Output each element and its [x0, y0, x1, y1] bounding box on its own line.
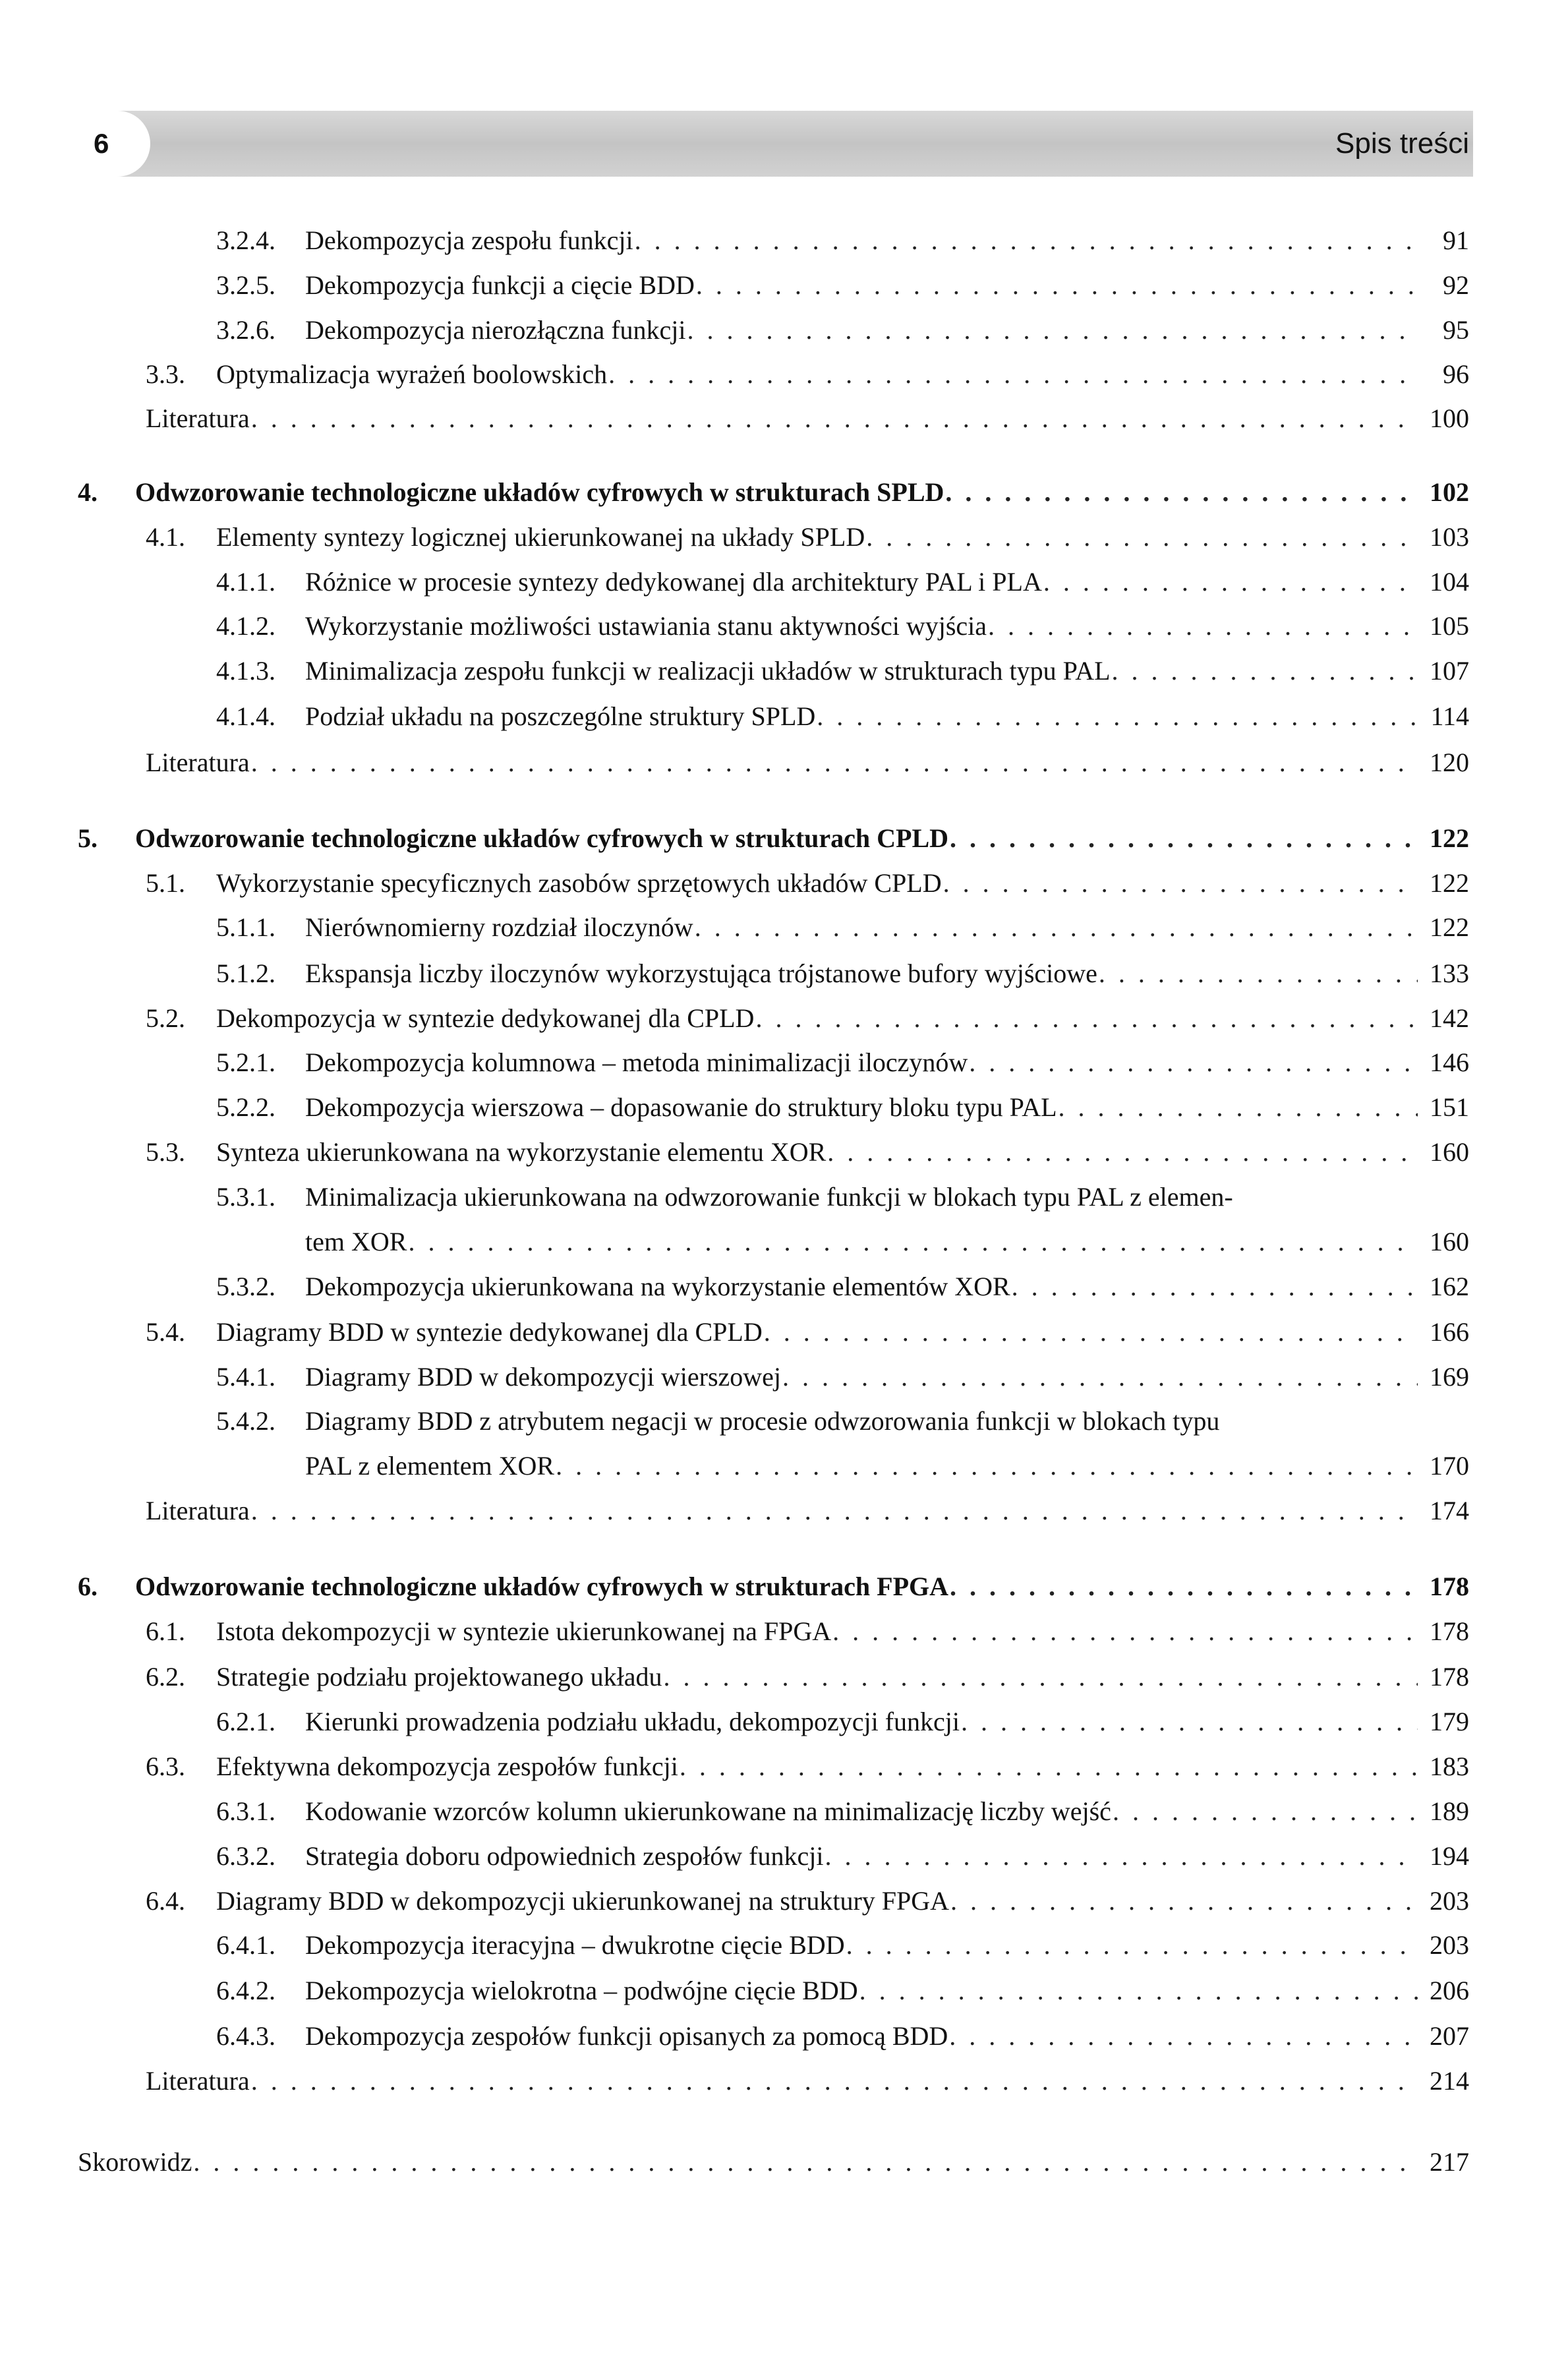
toc-number: 6.: [78, 1572, 98, 1601]
dot-leader: [827, 1136, 1418, 1169]
dot-leader: [859, 1974, 1418, 2007]
dot-leader: [782, 1361, 1418, 1394]
toc-page-number: 178: [1430, 1662, 1469, 1692]
toc-number: 5.: [78, 823, 98, 853]
toc-title: Diagramy BDD w dekompozycji ukierunkowanej na struktury FPGA: [216, 1886, 950, 1916]
toc-page-number: 104: [1430, 567, 1469, 597]
dot-leader: [1012, 1270, 1418, 1303]
toc-page-number: 146: [1430, 1047, 1469, 1077]
dot-leader: [687, 314, 1418, 347]
toc-entry[interactable]: [0, 1705, 1568, 1738]
dot-leader: [251, 746, 1418, 779]
toc-page-number: 95: [1443, 315, 1469, 345]
toc-number: 6.4.: [146, 1886, 185, 1916]
toc-page-number: 122: [1430, 868, 1469, 898]
toc-title: Dekompozycja funkcji a cięcie BDD: [305, 270, 695, 300]
toc-entry[interactable]: [0, 2146, 1568, 2179]
toc-title-continuation: PAL z elementem XOR: [305, 1451, 555, 1481]
toc-title: Ekspansja liczby iloczynów wykorzystująca trójstanowe bufory wyjściowe: [305, 958, 1097, 988]
toc-entry[interactable]: [0, 746, 1568, 779]
dot-leader: [764, 1316, 1418, 1349]
toc-title: Dekompozycja nierozłączna funkcji: [305, 315, 686, 345]
dot-leader: [695, 911, 1418, 944]
toc-page-number: 92: [1443, 270, 1469, 300]
toc-page-number: 214: [1430, 2066, 1469, 2096]
toc-title: Diagramy BDD w syntezie dedykowanej dla CPLD: [216, 1317, 763, 1347]
dot-leader: [193, 2146, 1418, 2179]
toc-number: 4.: [78, 477, 98, 507]
toc-title: Dekompozycja wielokrotna – podwójne cięcie BDD: [305, 1976, 858, 2005]
toc-title: Istota dekompozycji w syntezie ukierunkowanej na FPGA: [216, 1616, 832, 1646]
toc-number: 6.4.3.: [216, 2021, 276, 2051]
toc-title: Dekompozycja iteracyjna – dwukrotne cięcie BDD: [305, 1930, 845, 1960]
toc-entry[interactable]: [0, 610, 1568, 643]
toc-number: 5.3.: [146, 1137, 185, 1167]
toc-number: 5.2.2.: [216, 1092, 276, 1122]
toc-title: Strategia doboru odpowiednich zespołów funkcji: [305, 1841, 824, 1871]
toc-title: Diagramy BDD w dekompozycji wierszowej: [305, 1362, 782, 1392]
toc-number: 5.3.1.: [216, 1182, 276, 1212]
toc-entry[interactable]: [0, 1929, 1568, 1962]
toc-number: 5.3.2.: [216, 1272, 276, 1301]
dot-leader: [950, 822, 1418, 855]
toc-title: Minimalizacja ukierunkowana na odwzorowanie funkcji w blokach typu PAL z elemen-: [305, 1182, 1233, 1212]
toc-title: Skorowidz: [78, 2147, 192, 2177]
toc-entry[interactable]: [0, 1136, 1568, 1169]
toc-title: Minimalizacja zespołu funkcji w realizacji układów w strukturach typu PAL: [305, 656, 1111, 686]
toc-title: Odwzorowanie technologiczne układów cyfrowych w strukturach CPLD: [135, 823, 949, 853]
toc-entry[interactable]: [0, 521, 1568, 554]
toc-entry[interactable]: [0, 269, 1568, 302]
dot-leader: [1099, 957, 1418, 990]
toc-page-number: 91: [1443, 225, 1469, 255]
dot-leader: [608, 358, 1418, 391]
toc-page-number: 207: [1430, 2021, 1469, 2051]
toc-entry[interactable]: [0, 957, 1568, 990]
toc-page-number: 105: [1430, 611, 1469, 641]
toc-number: 5.4.2.: [216, 1406, 276, 1436]
toc-entry[interactable]: [0, 1615, 1568, 1648]
dot-leader: [950, 1570, 1418, 1603]
toc-page-number: 160: [1430, 1137, 1469, 1167]
toc-title-continuation: tem XOR: [305, 1227, 407, 1256]
toc-page-number: 203: [1430, 1886, 1469, 1916]
toc-number: 6.3.2.: [216, 1841, 276, 1871]
toc-entry[interactable]: [0, 1181, 1568, 1256]
toc-entry[interactable]: [0, 1494, 1568, 1527]
toc-number: 3.3.: [146, 359, 185, 389]
toc-entry[interactable]: [0, 402, 1568, 435]
toc-page-number: 102: [1430, 477, 1469, 507]
toc-title: Efektywna dekompozycja zespołów funkcji: [216, 1752, 678, 1781]
toc-entry[interactable]: [0, 358, 1568, 391]
dot-leader: [635, 224, 1418, 257]
toc-title: Diagramy BDD z atrybutem negacji w procesie odwzorowania funkcji w blokach typu: [305, 1406, 1220, 1436]
toc-page-number: 178: [1430, 1616, 1469, 1646]
dot-leader: [961, 1705, 1418, 1738]
toc-page-number: 174: [1430, 1496, 1469, 1525]
toc-chapter-entry[interactable]: [0, 1570, 1568, 1603]
toc-number: 6.4.1.: [216, 1930, 276, 1960]
dot-leader: [945, 476, 1418, 509]
dot-leader: [663, 1661, 1418, 1694]
toc-page-number: 178: [1430, 1572, 1469, 1601]
toc-page-number: 170: [1430, 1451, 1469, 1481]
toc-number: 5.4.: [146, 1317, 185, 1347]
dot-leader: [866, 521, 1418, 554]
toc-title: Literatura: [146, 403, 250, 433]
toc-page-number: 160: [1430, 1227, 1469, 1256]
dot-leader: [950, 1885, 1418, 1918]
toc-entry[interactable]: [0, 1661, 1568, 1694]
toc-page-number: 114: [1430, 701, 1469, 731]
toc-page-number: 217: [1430, 2147, 1469, 2177]
toc-entry[interactable]: [0, 1002, 1568, 1035]
toc-entry[interactable]: [0, 314, 1568, 347]
toc-entry[interactable]: [0, 1405, 1568, 1481]
toc-title: Strategie podziału projektowanego układu: [216, 1662, 662, 1692]
toc-number: 4.1.3.: [216, 656, 276, 686]
toc-page-number: 100: [1430, 403, 1469, 433]
toc-entry[interactable]: [0, 1270, 1568, 1303]
dot-leader: [755, 1002, 1418, 1035]
toc-number: 3.2.5.: [216, 270, 276, 300]
dot-leader: [846, 1929, 1418, 1962]
toc-number: 6.3.: [146, 1752, 185, 1781]
toc-page-number: 142: [1430, 1003, 1469, 1033]
toc-number: 6.1.: [146, 1616, 185, 1646]
toc-number: 5.4.1.: [216, 1362, 276, 1392]
toc-entry[interactable]: [0, 867, 1568, 900]
toc-page-number: 103: [1430, 522, 1469, 552]
toc-entry[interactable]: [0, 1974, 1568, 2007]
toc-number: 4.1.4.: [216, 701, 276, 731]
toc-number: 5.2.1.: [216, 1047, 276, 1077]
dot-leader: [1059, 1091, 1418, 1124]
toc-number: 3.2.6.: [216, 315, 276, 345]
toc-title: Podział układu na poszczególne struktury SPLD: [305, 701, 816, 731]
toc-number: 5.1.: [146, 868, 185, 898]
toc-entry[interactable]: [0, 224, 1568, 257]
toc-number: 6.4.2.: [216, 1976, 276, 2005]
dot-leader: [969, 1046, 1418, 1079]
toc-title: Literatura: [146, 748, 250, 777]
toc-page-number: 133: [1430, 958, 1469, 988]
toc-entry[interactable]: [0, 655, 1568, 688]
toc-page-number: 96: [1443, 359, 1469, 389]
toc-number: 5.2.: [146, 1003, 185, 1033]
toc-entry[interactable]: [0, 1750, 1568, 1783]
toc-page-number: 194: [1430, 1841, 1469, 1871]
dot-leader: [949, 2020, 1418, 2053]
toc-entry[interactable]: [0, 700, 1568, 733]
toc-page-number: 107: [1430, 656, 1469, 686]
dot-leader: [943, 867, 1418, 900]
toc-entry[interactable]: [0, 911, 1568, 944]
toc-page-number: 189: [1430, 1796, 1469, 1826]
toc-number: 6.2.: [146, 1662, 185, 1692]
toc-entry[interactable]: [0, 1046, 1568, 1079]
dot-leader: [832, 1615, 1418, 1648]
toc-title: Dekompozycja wierszowa – dopasowanie do struktury bloku typu PAL: [305, 1092, 1057, 1122]
dot-leader: [680, 1750, 1418, 1783]
toc-entry[interactable]: [0, 1361, 1568, 1394]
toc-title: Literatura: [146, 2066, 250, 2096]
dot-leader: [556, 1450, 1418, 1483]
dot-leader: [251, 2065, 1418, 2098]
toc-title: Wykorzystanie specyficznych zasobów sprzętowych układów CPLD: [216, 868, 942, 898]
toc-page-number: 203: [1430, 1930, 1469, 1960]
toc-title: Optymalizacja wyrażeń boolowskich: [216, 359, 608, 389]
toc-number: 6.2.1.: [216, 1707, 276, 1736]
page-number: 6: [73, 111, 150, 177]
toc-title: Nierównomierny rozdział iloczynów: [305, 912, 693, 942]
toc-title: Literatura: [146, 1496, 250, 1525]
toc-entry[interactable]: [0, 2020, 1568, 2053]
toc-entry[interactable]: [0, 1885, 1568, 1918]
toc-chapter-entry[interactable]: [0, 476, 1568, 509]
dot-leader: [825, 1840, 1418, 1873]
toc-title: Dekompozycja zespołu funkcji: [305, 225, 633, 255]
running-head: Spis treści: [1335, 127, 1469, 160]
toc-number: 6.3.1.: [216, 1796, 276, 1826]
toc-title: Dekompozycja zespołów funkcji opisanych za pomocą BDD: [305, 2021, 948, 2051]
toc-entry[interactable]: [0, 2065, 1568, 2098]
toc-number: 4.1.2.: [216, 611, 276, 641]
toc-page-number: 169: [1430, 1362, 1469, 1392]
toc-title: Dekompozycja ukierunkowana na wykorzystanie elementów XOR: [305, 1272, 1010, 1301]
toc-entry[interactable]: [0, 1795, 1568, 1828]
toc-page-number: 122: [1430, 823, 1469, 853]
toc-title: Kierunki prowadzenia podziału układu, dekompozycji funkcji: [305, 1707, 960, 1736]
toc-page-number: 183: [1430, 1752, 1469, 1781]
toc-page-number: 162: [1430, 1272, 1469, 1301]
toc-chapter-entry[interactable]: [0, 822, 1568, 855]
dot-leader: [408, 1225, 1418, 1258]
toc-number: 4.1.: [146, 522, 185, 552]
dot-leader: [988, 610, 1418, 643]
toc-title: Dekompozycja kolumnowa – metoda minimalizacji iloczynów: [305, 1047, 968, 1077]
toc-entry[interactable]: [0, 1840, 1568, 1873]
toc-number: 4.1.1.: [216, 567, 276, 597]
toc-page-number: 179: [1430, 1707, 1469, 1736]
dot-leader: [1113, 1795, 1418, 1828]
toc-page-number: 122: [1430, 912, 1469, 942]
dot-leader: [1043, 566, 1418, 599]
toc-title: Elementy syntezy logicznej ukierunkowanej na układy SPLD: [216, 522, 865, 552]
toc-title: Kodowanie wzorców kolumn ukierunkowane na minimalizację liczby wejść: [305, 1796, 1111, 1826]
toc-title: Różnice w procesie syntezy dedykowanej dla architektury PAL i PLA: [305, 567, 1042, 597]
dot-leader: [1112, 655, 1418, 688]
toc-title: Odwzorowanie technologiczne układów cyfrowych w strukturach SPLD: [135, 477, 944, 507]
dot-leader: [251, 1494, 1418, 1527]
dot-leader: [251, 402, 1418, 435]
toc-number: 5.1.2.: [216, 958, 276, 988]
toc-number: 3.2.4.: [216, 225, 276, 255]
toc-entry[interactable]: [0, 1316, 1568, 1349]
toc-page-number: 120: [1430, 748, 1469, 777]
toc-title: Dekompozycja w syntezie dedykowanej dla CPLD: [216, 1003, 755, 1033]
toc-page-number: 151: [1430, 1092, 1469, 1122]
toc-title: Synteza ukierunkowana na wykorzystanie elementu XOR: [216, 1137, 827, 1167]
dot-leader: [696, 269, 1418, 302]
toc-entry[interactable]: [0, 1091, 1568, 1124]
toc-page-number: 206: [1430, 1976, 1469, 2005]
toc-title: Odwzorowanie technologiczne układów cyfrowych w strukturach FPGA: [135, 1572, 949, 1601]
toc-entry[interactable]: [0, 566, 1568, 599]
toc-title: Wykorzystanie możliwości ustawiania stanu aktywności wyjścia: [305, 611, 987, 641]
toc-number: 5.1.1.: [216, 912, 276, 942]
toc-page-number: 166: [1430, 1317, 1469, 1347]
dot-leader: [817, 700, 1418, 733]
